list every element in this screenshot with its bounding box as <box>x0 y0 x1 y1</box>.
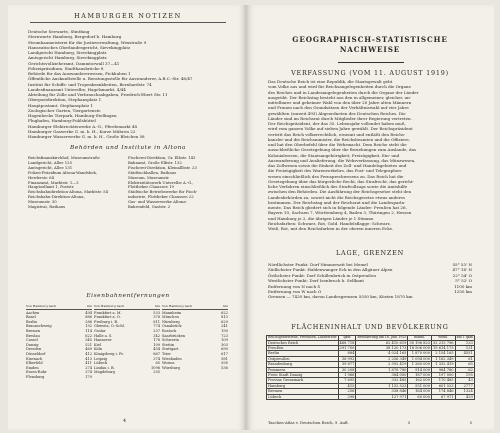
destination: Kiel <box>93 342 102 347</box>
table-cell: 2 256 349 <box>356 356 408 361</box>
verfassung-text <box>268 79 472 231</box>
list-item: Hamburger Elektricitätswerke A.-G., Pferdemarkt 48 <box>28 123 138 129</box>
destination: Mannheim <box>161 310 182 315</box>
header-km: km <box>155 304 160 308</box>
table-cell: 384 000 <box>356 373 408 378</box>
lage-value: 1100 km <box>454 283 472 289</box>
destination: Nürnberg <box>161 319 180 324</box>
right-page <box>246 5 494 430</box>
table-cell: 4551 <box>455 351 474 356</box>
text-line: und hat den Oberbefehl über die Wehrmacht. Dem Reiche steht die <box>268 142 407 147</box>
region-name: Provinz Grenzmark <box>267 378 339 383</box>
list-item: Zoologischer Garten, Tiergartenstr. <box>28 107 102 113</box>
destination: Osnabrück <box>161 324 182 329</box>
text-line: mittelbarer und geheimer Wahl von den über 20 Jahre alten Männern <box>268 100 412 105</box>
list-item: Amtsgericht, Allee 131 <box>28 165 73 170</box>
list-item: Flottbeker Chaussee 19 <box>128 185 174 190</box>
destination: Saarbrücken <box>161 333 186 338</box>
km-value: 533 <box>153 310 160 315</box>
km-value: 622 <box>85 333 92 338</box>
list-item: Sternwarte Hamburg, Bergedorf b. Hamburg <box>28 34 122 40</box>
destination: Aachen <box>26 310 40 315</box>
region-name: Freie Stadt Danzig <box>267 373 339 378</box>
table-cell: 62 <box>455 367 474 372</box>
km-value: 536 <box>221 365 228 370</box>
header-km: km <box>87 304 92 308</box>
destination: Basel <box>26 315 36 320</box>
list-item: Reichsfinanzkirchhof, Museumstraße <box>28 156 100 160</box>
table-cell: 1 878 780 <box>356 367 408 372</box>
destination: Hannover <box>93 338 112 343</box>
text-line: Bayern 10, Sachsen 7, Württemberg 4, Baden 3, Thüringen 2, Hessen <box>268 210 412 216</box>
km-value: 629 <box>221 319 228 324</box>
lage-label: Südlichster Punkt: Haldenwanger Eck in den Allgäuer Alpen <box>268 267 393 273</box>
km-value: 109 <box>153 342 160 347</box>
km-value: 274 <box>85 365 92 370</box>
text-line: mente. Das Reich gliedert sich in folgende Länder: Preußen hat 26, <box>268 205 407 210</box>
text-line: wird vom ganzen Volke auf sieben Jahre gewählt. Der Reichspräsident <box>268 126 413 132</box>
destination: Essen-Ruhr <box>26 370 47 375</box>
distance-column-header <box>26 304 92 310</box>
km-value: 65 <box>155 361 160 366</box>
km-value: 374 <box>153 356 160 361</box>
table-cell: 62 410 619 <box>356 340 408 345</box>
list-item: Landgericht, Allee 125 <box>28 160 72 165</box>
lage-label: Entfernung von N nach S <box>268 283 321 289</box>
table-cell: 4 024 165 <box>356 351 408 356</box>
table-cell: 291 700 <box>339 346 355 350</box>
table-cell: 1 094 000 <box>408 356 432 361</box>
km-value: 581 <box>221 356 228 361</box>
lage-label: Westlichster Punkt: Dorf Isenbruch b. Selfkant <box>268 278 364 284</box>
list-item: Gerichtsvollzieheramt, Dammtorwall 37—41 <box>28 60 120 66</box>
list-item: Reichsbahn-Direktion-Altona, <box>28 195 85 200</box>
lage-list <box>268 262 472 300</box>
destination: München <box>161 315 179 320</box>
lage-value: 47° 16' N <box>452 267 472 273</box>
table-cell: 127 971 <box>356 394 408 399</box>
text-line: vom Volke aus und wird für Reichsangelegenheiten durch die Organe <box>268 84 411 90</box>
text-line: Auswanderung und Auslieferung, die Wehrverfassung, das Münzwesen, <box>268 157 416 163</box>
table-cell: 195 <box>455 373 474 378</box>
text-line: ausschließliche Gesetzgebung über die Beziehungen zum Auslande, das <box>268 147 417 153</box>
text-line: Das Deutsche Reich ist eine Republik, die Staatsgewalt geht <box>268 79 393 84</box>
km-value: 867 <box>153 351 160 356</box>
column-header: qkm <box>338 336 356 341</box>
region-name: Brandenburg <box>267 362 339 367</box>
table-cell: 1 870 000 <box>408 351 432 356</box>
header-km: km <box>223 304 228 308</box>
table-cell: 884 <box>338 351 356 356</box>
table-cell: 298 <box>338 394 356 399</box>
km-value: 469 <box>85 347 92 352</box>
verfassung-title: VERFASSUNG (VOM 11. AUGUST 1919) <box>291 69 449 77</box>
table-cell: 32 213 796 <box>433 340 454 345</box>
list-item: Hagenbecks Tierpark, Hamburg-Stellingen <box>28 113 117 118</box>
text-line: Weiß, Rot, mit den Reichsfarben in der oberen inneren Ecke. <box>268 226 394 231</box>
km-value: 374 <box>85 370 92 375</box>
table-cell: 197 000 <box>432 373 456 378</box>
table-cell: 187 000 <box>408 373 432 378</box>
km-value: 813 <box>221 315 228 320</box>
list-item: Deutsche Seewarte, Stintfang <box>28 29 90 34</box>
destination: Eisenach <box>26 356 43 361</box>
km-value: 595 <box>221 361 228 366</box>
list-item: Fischerei-Direktion, Gr. Elbstr. 143 <box>128 156 196 160</box>
destination: Stettin <box>161 342 175 347</box>
text-line: ausgeübt. Der Reichstag besteht aus den in allgemeiner, gleicher, un- <box>268 94 412 100</box>
destination: Dresden <box>26 347 42 352</box>
destination: Braunschweig <box>26 324 52 329</box>
page-number-right: 5 <box>469 420 472 425</box>
table-cell: 2777 <box>455 383 474 388</box>
region-name: Bremen <box>267 389 339 394</box>
list-item: Finanzamt, Marktstr. 1—3 <box>28 180 79 185</box>
text-line: Kolonialwesen, die Staatsangehörigkeit, Freizügigkeit, Ein- und <box>268 152 400 158</box>
destination: Worms <box>161 361 175 366</box>
km-value: 303 <box>221 342 228 347</box>
list-item: Polizei-Präsidium Altona-Wandsbek, <box>28 170 97 175</box>
page-footer <box>268 420 472 425</box>
header-destination: Von Hamburg nach <box>161 304 193 308</box>
table-cell: 18 506 000 <box>409 346 430 350</box>
list-item: Magistrat, Rathaus <box>28 205 66 210</box>
distance-column-header <box>94 304 160 310</box>
distance-row <box>94 370 160 375</box>
list-item: Herderstr. 64 <box>28 175 54 180</box>
destination: Bremen <box>26 328 41 333</box>
list-item: Bahnamt, Große Elbstr. 132 <box>128 160 182 165</box>
lage-label: Entfernung von W nach O <box>268 289 322 295</box>
destination: Flensburg <box>26 374 45 379</box>
table-cell: 30 196 823 <box>409 340 430 345</box>
text-line: Reichsfarben: Schwarz, Rot, Gold. Handelsflagge: Schwarz, <box>268 220 391 226</box>
table-cell: 332 485 <box>356 378 408 383</box>
destination: Frankfurt a. M. <box>93 310 122 315</box>
km-value: 378 <box>153 315 160 320</box>
institutes-list <box>28 29 228 139</box>
text-line: Gesetzgebung über das bürgerliche Recht, das Strafrecht, das gericht- <box>268 178 414 184</box>
distance-row <box>26 375 92 380</box>
list-item: Gas- und Wasserwerke Altona- <box>128 200 187 205</box>
altona-left-column <box>28 156 128 210</box>
list-item: Hamburger Wasserwerke G. m. b. H., Große Bleichen 58 <box>28 134 145 139</box>
table-cell: 164 000 <box>408 389 432 394</box>
header-destination: Von Hamburg nach <box>93 304 125 308</box>
km-value: 622 <box>221 310 228 315</box>
text-line: Länder sind im Reichsrat durch Mitglieder ihrer Regierung vertreten. <box>268 115 412 121</box>
destination: Königsberg i. Pr. <box>93 351 124 356</box>
lage-value: 55° 53' N <box>452 262 472 267</box>
text-line: liche Verfahren einschließlich des Strafvollzugs sowie die Amtshilfe <box>268 184 408 189</box>
distances-table <box>26 304 230 380</box>
text-line: des Reiches und in Landesangelegenheiten durch die Organe der Länder <box>268 89 419 95</box>
list-item: Abteilung für Zölle und Verbrauchsabgaben, Friedrich-Ebert Str. 11 <box>28 92 168 97</box>
destination: Köln <box>93 347 103 352</box>
list-item: Amtsgericht Hamburg, Sievekingplatz <box>28 55 107 61</box>
km-value: 690 <box>221 347 228 352</box>
table-cell: 338 846 <box>356 389 408 394</box>
distance-column <box>94 304 162 380</box>
table-cell: 133 <box>455 340 474 345</box>
list-item: Hanseatisches Oberlandesgericht, Sievekingplatz <box>28 44 131 50</box>
lage-label: Nördlichster Punkt: Dorf Nimmersatt bei Memel <box>268 262 368 267</box>
km-value: 1096 <box>150 365 160 370</box>
destination: Schwerin <box>161 338 179 343</box>
table-cell: 1 162 349 <box>432 356 456 361</box>
destination: Gleiwitz, O.-Schl. <box>93 324 125 329</box>
destination: Elberfeld <box>26 361 43 366</box>
km-value: 192 <box>85 324 92 329</box>
table-cell: 2 592 419 <box>356 362 408 367</box>
lage-label: Grenzen — 7420 km, davon Landesgrenzen 5550 km, Küsten 1870 km <box>268 294 413 300</box>
header-destination: Von Hamburg nach <box>26 304 57 308</box>
population-table <box>266 335 475 400</box>
table-cell: 39 877 <box>338 362 356 367</box>
table-row <box>267 394 475 399</box>
list-item: Hamburger Gaswerke G. m. b. H., Kurze Mühren 22 <box>28 128 136 134</box>
list-item: Museum, Museumstr. <box>128 175 170 180</box>
text-line: zwischen den Behörden. Die Ausführung der Reichsgesetze steht den <box>268 189 412 195</box>
flaeche-title: FLÄCHENINHALT UND BEVÖLKERUNG <box>291 323 449 331</box>
table-cell: 256 <box>338 389 356 394</box>
running-head: HAMBURGER NOTIZEN <box>30 12 226 23</box>
destination: Stuttgart <box>161 347 179 352</box>
km-value: 255 <box>153 370 160 375</box>
list-item: Landesfinanzamt Unterelbe, Hagelsmarkt, 4/44 <box>28 86 126 92</box>
destination: Lübeck <box>93 361 108 366</box>
distance-column <box>26 304 94 380</box>
km-value: 494 <box>85 310 92 315</box>
destination: Halle a. S. <box>93 333 113 338</box>
lage-label: Östlichster Punkt: Dorf Schillenbrück in Ostpreußen <box>268 272 376 278</box>
km-value: 454 <box>153 347 160 352</box>
table-cell: 170 485 <box>432 378 456 383</box>
column-header: männl. <box>408 336 432 341</box>
column-header: weibl. <box>432 336 456 341</box>
text-line: kanzler und die Reichsminister, die Reichsbeamten und die Offiziere, <box>268 136 411 142</box>
table-cell: 601 523 <box>432 383 456 388</box>
title-line-1: GEOGRAPHISCH-STATISTISCHE <box>292 35 448 44</box>
region-name: Berlin <box>267 351 339 356</box>
table-cell: 162 000 <box>408 378 432 383</box>
text-line: vertritt das Reich völkerrechtlich, ernennt und entläßt den Reichs- <box>268 131 406 137</box>
altona-section-title: Behörden und Institute in Altona <box>70 145 186 151</box>
column-header: Bevölkerung am 16. Juni 1925 <box>357 335 407 339</box>
destination: Cassel <box>26 338 38 343</box>
table-cell: 65 <box>455 362 474 367</box>
list-item: Flughafen, Hamburg-Fuhlsbüttel <box>28 118 96 124</box>
table-header-row <box>267 336 475 341</box>
list-item: Behörde für das Auswandererwesen, Pickhuben 1 <box>28 71 131 76</box>
table-cell: 914 000 <box>408 367 432 372</box>
km-value: 811 <box>153 319 160 324</box>
destination: Düsseldorf <box>26 351 46 356</box>
list-item: Oberpostdirektion, Stephansplatz 1 <box>28 97 102 103</box>
table-cell: 429 <box>455 394 474 399</box>
region-name: Deutsches Reich <box>267 340 339 345</box>
title-rule <box>338 62 404 63</box>
km-value: 114 <box>85 328 92 333</box>
lage-title: LAGE, GRENZEN <box>336 249 404 257</box>
distance-column-header <box>162 304 228 310</box>
table-cell: 964 780 <box>432 367 456 372</box>
title-block <box>268 35 472 55</box>
list-item: Öffentliche Auskunftstelle u. Beratungsstelle für Auswanderer, A.B.C.-Str. 46/47 <box>28 76 193 82</box>
km-value: 413 <box>85 356 92 361</box>
altona-right-column <box>128 156 228 210</box>
page-number-left: 4 <box>123 419 127 424</box>
list-item: Strombaumeisterei für die Justizverwaltung, Wexstraße 9 <box>28 39 147 45</box>
list-item: Fischerei-Direktion, Kleinallbstr. 23 <box>128 165 197 170</box>
table-cell: 2 154 165 <box>432 351 456 356</box>
list-item: Landgericht Hamburg, Sievekingplatz <box>28 50 107 55</box>
left-page <box>8 5 246 430</box>
region-name: Preußen <box>267 346 339 351</box>
km-value: 286 <box>85 319 92 324</box>
footer-source: Taschen-Atlas v. Deutschen Reich, 9. Aufl. <box>268 420 349 425</box>
table-cell: 131 <box>455 346 474 351</box>
altona-listing <box>28 156 228 210</box>
km-value: 190 <box>221 328 228 333</box>
table-cell: 60 000 <box>408 394 432 399</box>
km-value: 178 <box>153 338 160 343</box>
table-cell: 67 971 <box>432 394 456 399</box>
table-cell: 174 846 <box>432 389 456 394</box>
list-item: Städtische Betriebswerke für Fisch- <box>128 190 198 195</box>
title-line-2: NACHWEISE <box>339 45 401 54</box>
table-cell: 1 332 419 <box>432 362 456 367</box>
region-name: Lübeck <box>267 394 339 399</box>
km-value: 411 <box>85 361 92 366</box>
destination: Frankfurt a. O. <box>93 315 121 320</box>
column-header: auf 1 qkm <box>456 335 473 339</box>
destination: Berlin <box>26 319 37 324</box>
table-cell: 1 152 523 <box>356 383 408 388</box>
lage-value: 5° 52' O <box>455 278 472 284</box>
lage-value: 22° 54' O <box>452 272 472 278</box>
destination: Goslar <box>93 328 106 333</box>
region-name: Ostpreußen <box>267 356 339 361</box>
destination: Wiesbaden <box>161 356 182 361</box>
text-line: Landesbehörden zu, soweit nicht die Reichsgesetze etwas anderes <box>268 194 406 200</box>
table-cell: 30 208 <box>338 367 356 372</box>
lage-row <box>268 294 472 299</box>
destination: Danzig <box>26 342 39 347</box>
book-spread <box>8 5 494 430</box>
km-value: 617 <box>221 351 228 356</box>
list-item: Hauptzollamt 1, Poststr. <box>28 185 75 190</box>
lage-value: 1250 km <box>454 289 472 295</box>
list-item: Institut für Schiffs- und Tropenkrankheiten, Bernhardstr. 74 <box>28 81 152 87</box>
table-cell: 1 260 000 <box>408 362 432 367</box>
destination: Rostock <box>161 328 177 333</box>
table-cell: 19 614 173 <box>433 346 454 350</box>
table-cell: 7 695 <box>338 378 356 383</box>
table-cell: 61 <box>455 356 474 361</box>
text-line: bestimmen. Der Reichstag und der Reichsrat und die Landesparla- <box>268 199 406 205</box>
region-name: Hamburg <box>267 383 339 388</box>
text-line: und Hamburg je 2, die übrigen Länder je 1 Stimme. <box>268 215 375 221</box>
km-value: 241 <box>221 324 228 329</box>
km-value: 342 <box>153 333 160 338</box>
km-value: 345 <box>85 338 92 343</box>
table-cell: 43 <box>455 378 474 383</box>
destination: Emden <box>26 365 39 370</box>
destination: Trier <box>161 351 171 356</box>
km-value: 412 <box>85 351 92 356</box>
text-line: das Zollwesen sowie die Einheit des Zoll- und Handelsgebietes und <box>268 163 407 168</box>
list-item: industrie, Flottbeker Chaussee 22 <box>128 195 194 200</box>
text-line: gewählten (zurzeit 493) Abgeordneten des Deutschen Reiches. Die <box>268 110 406 116</box>
km-value: 109 <box>221 338 228 343</box>
table-cell: 36 992 <box>338 356 356 361</box>
table-cell: 551 000 <box>408 383 432 388</box>
table-cell: 415 <box>338 383 356 388</box>
text-line: Der Reichspräsident, der das 35. Lebensjahr vollendet haben muß, <box>268 121 406 126</box>
km-value: 886 <box>85 315 92 320</box>
km-value: 237 <box>153 328 160 333</box>
table-cell: 38 120 173 <box>356 346 408 351</box>
column-header: Reichsgebietsteile, Provinzen, Landesteile <box>268 335 337 339</box>
list-item: Polizeipräsidium, Stadthausbrücke 8 <box>28 65 104 71</box>
region-name: Pommern <box>267 367 339 372</box>
text-line: die Freizügigkeit des Warenverkehrs, das Post- und Telegraphen- <box>268 168 403 174</box>
text-line: wesen einschließlich des Fernsprechwesens zu. Das Reich hat die <box>268 173 404 179</box>
km-value: 774 <box>153 324 160 329</box>
list-item: Museumstr. 30 <box>28 200 57 205</box>
table-cell: 1324 <box>455 389 474 394</box>
distance-row <box>162 366 228 371</box>
distances-title: Eisenbahnentfernungen <box>86 293 170 299</box>
destination: Magdeburg <box>93 370 115 375</box>
distance-column <box>162 304 230 380</box>
list-item: Hauptpostamt, Stephansplatz 1 <box>28 102 93 108</box>
list-item: Städtischhallen, Rathaus <box>128 170 177 175</box>
destination: Lindau i. B. <box>93 365 115 370</box>
table-cell: 468 718 <box>339 340 355 345</box>
list-item: Bahrenfeld, Gaststr. 2 <box>128 205 171 210</box>
text-line: und Frauen nach den Grundsätzen der Verhältniswahl auf vier Jahre <box>268 105 409 111</box>
destination: Freiburg i. B. <box>93 319 119 324</box>
list-item: Reichsbahndirektion-Altona, Marktstr. 54 <box>28 190 108 195</box>
table-cell: 1 966 <box>338 373 356 378</box>
km-value: 179 <box>85 374 92 379</box>
destination: Breslau <box>26 333 40 338</box>
km-value: 723 <box>221 333 228 338</box>
km-value: 521 <box>85 342 92 347</box>
footer-signature: 5 <box>407 420 411 425</box>
destination: Leipzig <box>93 356 108 361</box>
destination: Würzburg <box>161 365 180 370</box>
list-item: Elektrizitätswerk Unterelbe A.-G., <box>128 180 194 185</box>
